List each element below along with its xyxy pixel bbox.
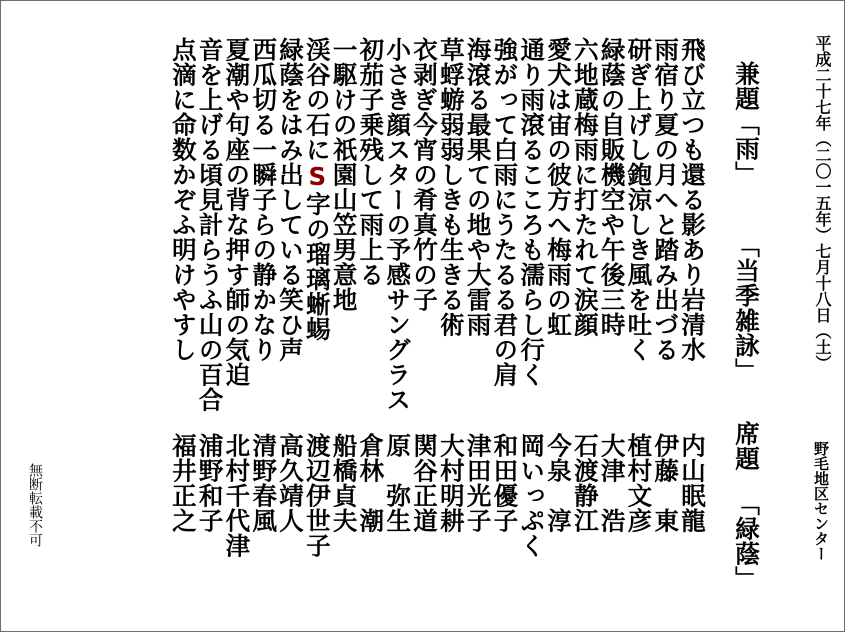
haiku-line: 点滴に命数かぞふ明けやすし bbox=[168, 37, 198, 362]
author-name: 内山眠龍 bbox=[678, 433, 707, 533]
author-name: 伊藤 東 bbox=[651, 433, 681, 533]
date-line: 平成二十七年（二〇一五年）七月十八日（土） bbox=[813, 35, 832, 371]
author-name: 渡辺伊世子 bbox=[302, 433, 332, 558]
copyright-note: 無断転載不可 bbox=[27, 463, 43, 547]
haiku-line: 研ぎ上げし鉋涼しき風を吐く bbox=[624, 37, 654, 362]
haiku-line: 緑蔭をはみ出している笑ひ声 bbox=[276, 37, 305, 362]
author-name: 関谷正道 bbox=[410, 433, 439, 533]
author-name: 大村明耕 bbox=[436, 433, 466, 533]
haiku-line: 草蜉蝣弱弱しきも生きる術 bbox=[436, 37, 466, 337]
kendai-pre: 兼題「雨」 bbox=[732, 61, 761, 186]
author-name: 岡いっぷく bbox=[517, 433, 547, 558]
haiku-line: 雨宿り夏の月へと踏み出づる bbox=[651, 37, 681, 362]
haiku-line: 初茄子乗残して雨上る bbox=[356, 37, 386, 287]
haiku-line: 音を上げる頃見計らうふ山の百合 bbox=[195, 37, 225, 412]
sekidai-pre: 席題 bbox=[732, 421, 761, 471]
haiku-line: 渓谷の石にS字の瑠璃蜥蜴 bbox=[302, 37, 332, 342]
author-name: 石渡静江 bbox=[570, 433, 600, 533]
kendai-post: 「当季雑詠」 bbox=[732, 233, 761, 383]
sekidai-post: 「緑蔭」 bbox=[732, 491, 761, 591]
haiku-line: 海滾る最果ての地や大雷雨 bbox=[463, 37, 493, 337]
author-name: 植村文彦 bbox=[624, 433, 654, 533]
author-name: 浦野和子 bbox=[195, 433, 225, 533]
haiku-line: 一駆けの祇園山笠男意地 bbox=[329, 37, 359, 312]
haiku-line: 夏潮や句座の背な押す師の気迫 bbox=[222, 37, 252, 387]
haiku-line: 六地蔵梅雨に打たれて涙顔 bbox=[570, 37, 600, 337]
author-name: 原 弥生 bbox=[383, 433, 413, 533]
author-name: 高久靖人 bbox=[276, 433, 305, 533]
author-name: 津田光子 bbox=[463, 433, 493, 533]
haiku-line: 衣剥ぎ今宵の肴真竹の子 bbox=[410, 37, 439, 312]
haiku-line: 緑蔭の自販機空や午後三時 bbox=[597, 37, 627, 337]
author-name: 船橋貞夫 bbox=[329, 433, 359, 533]
author-name: 倉林 潮 bbox=[356, 433, 386, 533]
author-name: 和田優子 bbox=[490, 433, 520, 533]
author-name: 北村千代津 bbox=[222, 433, 252, 558]
haiku-line: 強がって白雨にうたるる君の肩 bbox=[490, 37, 520, 387]
haiku-line: 飛び立つも還る影あり岩清水 bbox=[678, 37, 707, 362]
highlight-letter: S bbox=[302, 162, 332, 192]
author-name: 清野春風 bbox=[249, 433, 279, 533]
author-name: 大津 浩 bbox=[597, 433, 627, 533]
venue-label: 野毛地区センター bbox=[812, 441, 830, 561]
haiku-line: 西瓜切る一瞬子らの静かなり bbox=[249, 37, 279, 362]
author-name: 福井正之 bbox=[168, 433, 198, 533]
haiku-line: 愛犬は宙の彼方へ梅雨の虹 bbox=[544, 37, 573, 337]
haiku-line: 通り雨滾るこころも濡らし行く bbox=[517, 37, 547, 387]
haiku-line: 小さき顔スターの予感サングラス bbox=[383, 37, 413, 412]
author-name: 今泉 淳 bbox=[544, 433, 573, 533]
